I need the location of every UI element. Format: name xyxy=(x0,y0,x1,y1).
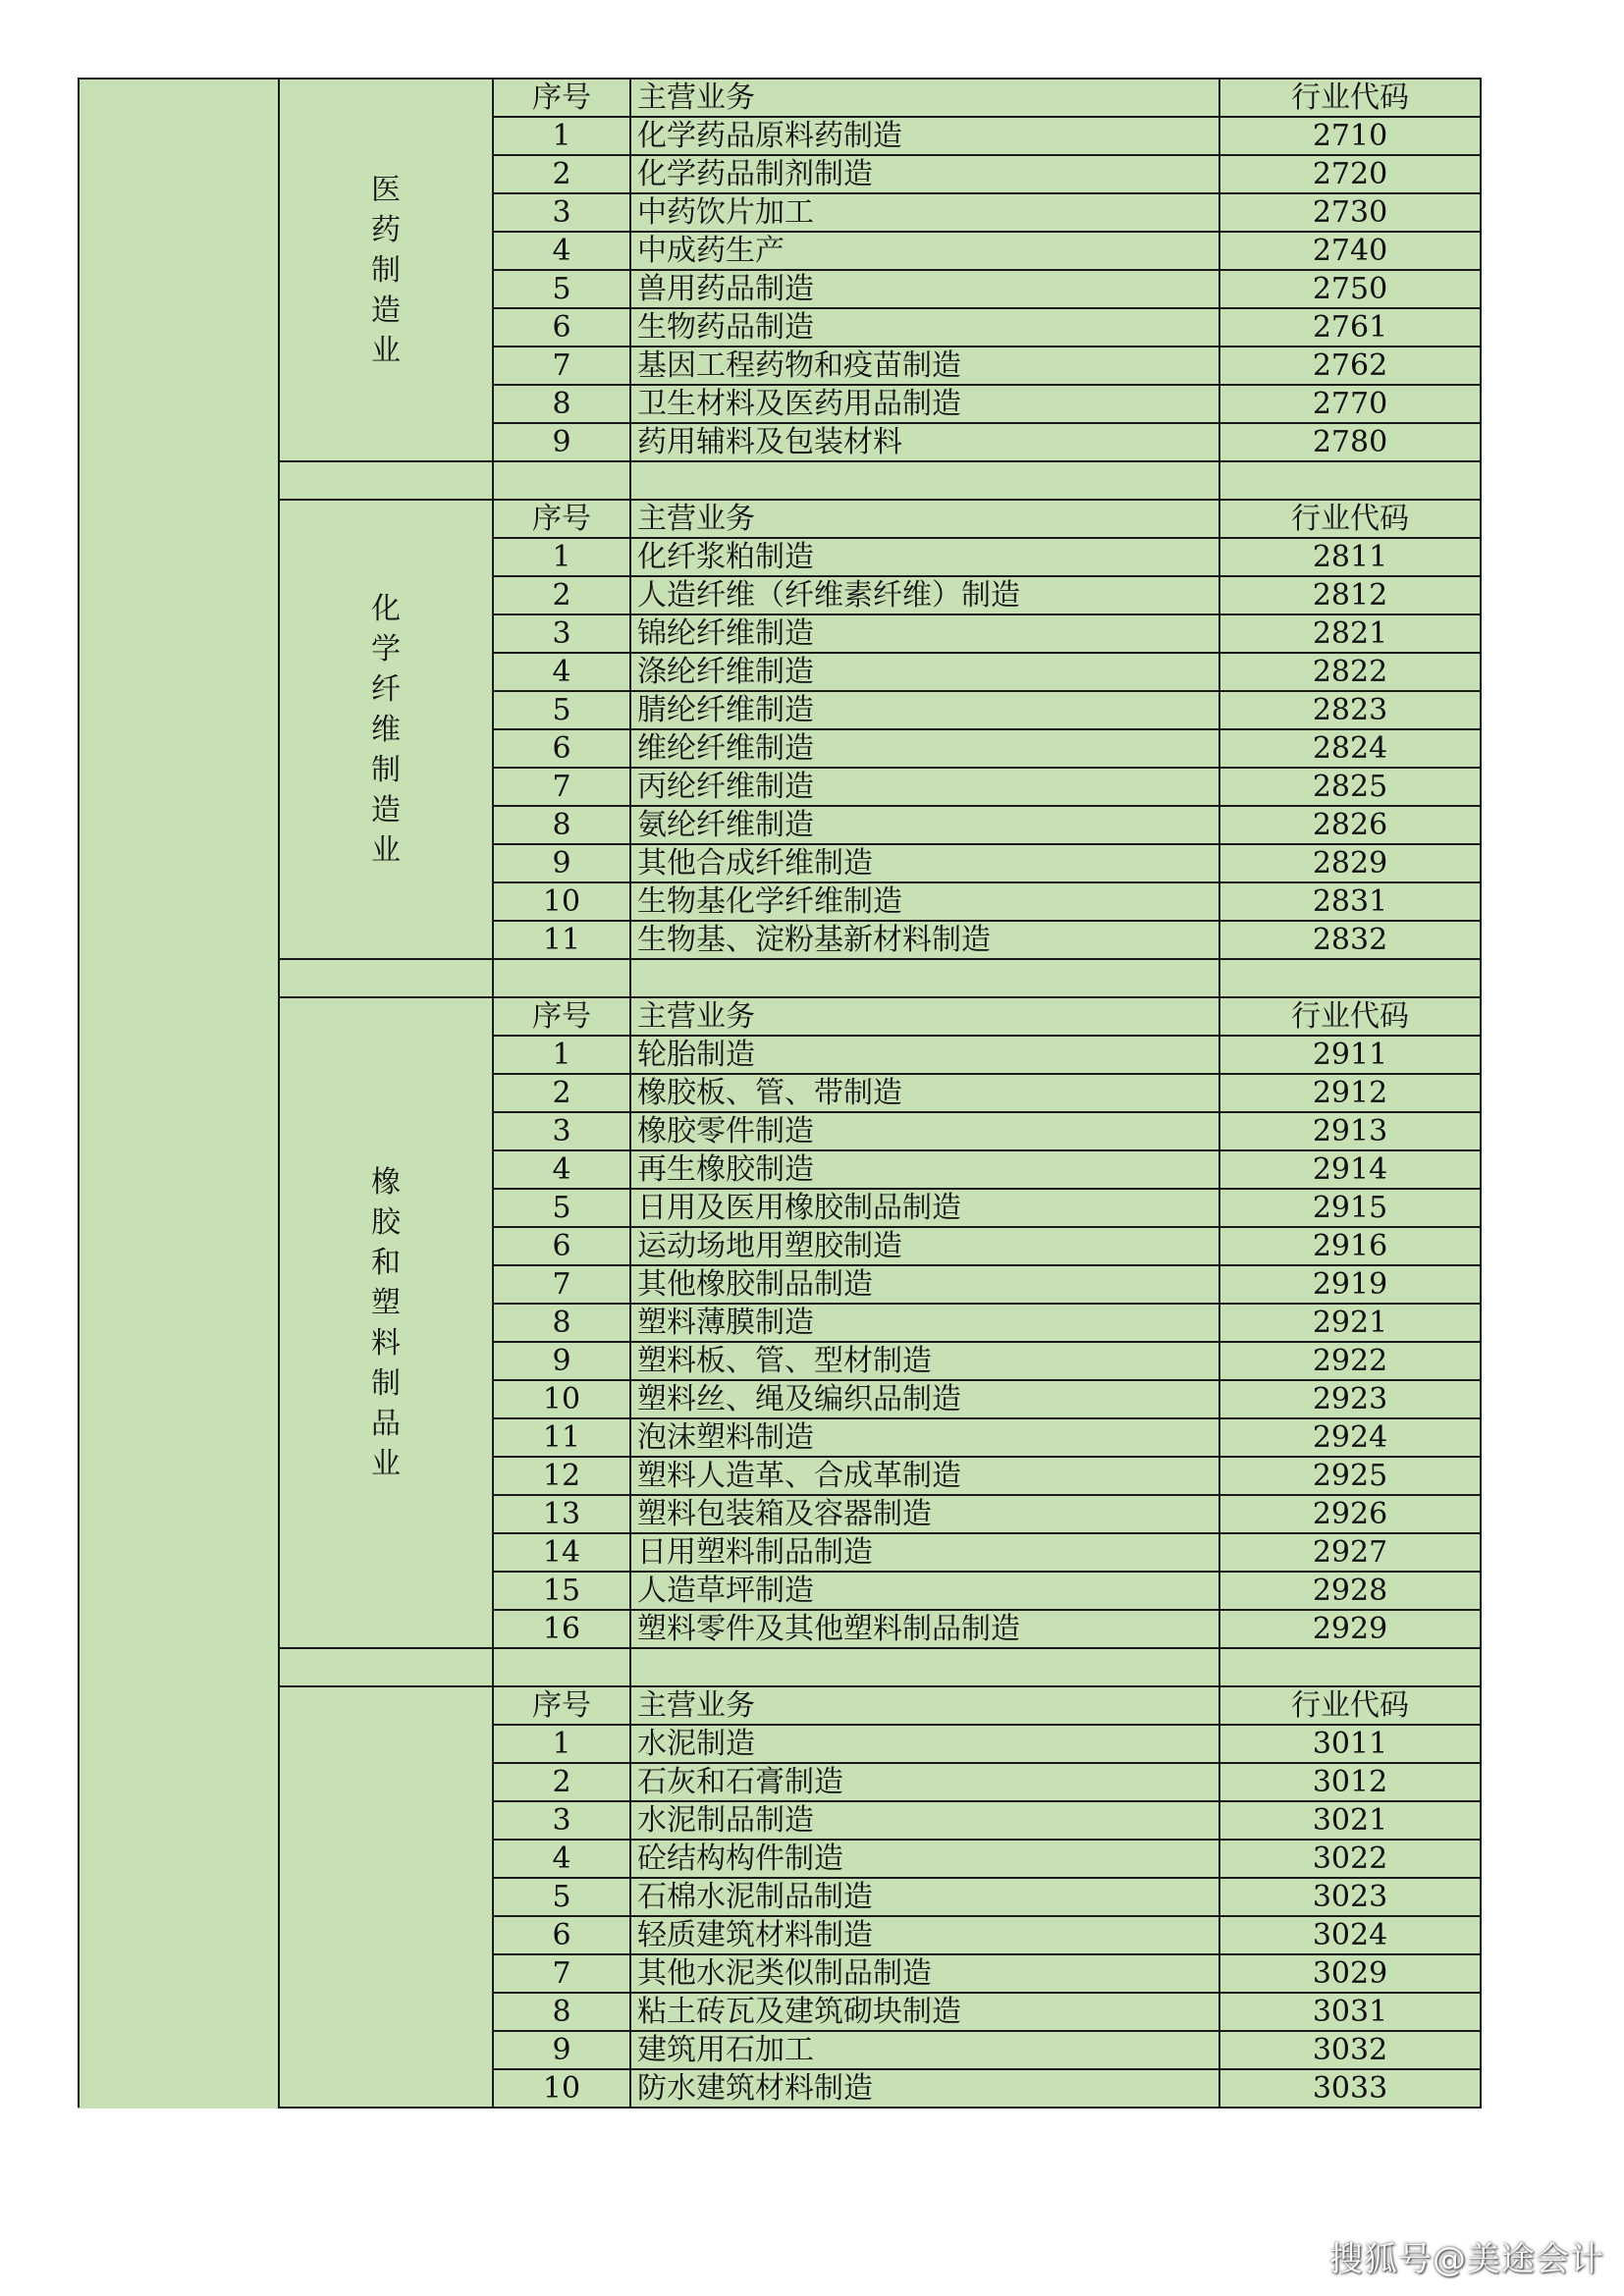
row-num: 3 xyxy=(493,614,630,653)
row-industry-code: 2921 xyxy=(1219,1304,1481,1342)
row-num: 1 xyxy=(493,538,630,576)
row-business: 生物药品制造 xyxy=(630,308,1219,347)
row-num: 8 xyxy=(493,806,630,844)
spacer-cell xyxy=(630,461,1219,500)
header-code: 行业代码 xyxy=(1219,1686,1481,1725)
row-business: 中药饮片加工 xyxy=(630,193,1219,232)
row-business: 石棉水泥制品制造 xyxy=(630,1878,1219,1916)
row-industry-code: 2911 xyxy=(1219,1036,1481,1074)
row-business: 粘土砖瓦及建筑砌块制造 xyxy=(630,1993,1219,2031)
row-num: 14 xyxy=(493,1533,630,1572)
row-business: 氨纶纤维制造 xyxy=(630,806,1219,844)
row-industry-code: 2925 xyxy=(1219,1457,1481,1495)
header-code: 行业代码 xyxy=(1219,79,1481,117)
row-industry-code: 3032 xyxy=(1219,2031,1481,2069)
spacer-cell xyxy=(630,1648,1219,1686)
industry-code-table xyxy=(78,78,1482,2109)
row-business: 轻质建筑材料制造 xyxy=(630,1916,1219,1954)
row-business: 兽用药品制造 xyxy=(630,270,1219,308)
row-num: 6 xyxy=(493,729,630,768)
row-num: 8 xyxy=(493,385,630,423)
spacer-cell xyxy=(1219,1648,1481,1686)
header-name: 主营业务 xyxy=(630,1686,1219,1725)
row-num: 9 xyxy=(493,423,630,461)
watermark: 搜狐号@美途会计 xyxy=(1329,2240,1604,2279)
row-business: 丙纶纤维制造 xyxy=(630,768,1219,806)
spacer-row xyxy=(79,1648,1481,1686)
header-num: 序号 xyxy=(493,997,630,1036)
row-business: 基因工程药物和疫苗制造 xyxy=(630,347,1219,385)
row-num: 3 xyxy=(493,1801,630,1840)
row-business: 泡沫塑料制造 xyxy=(630,1418,1219,1457)
row-industry-code: 2730 xyxy=(1219,193,1481,232)
category-text: 医药制造业 xyxy=(371,172,401,368)
row-industry-code: 3031 xyxy=(1219,1993,1481,2031)
row-num: 9 xyxy=(493,1342,630,1380)
spacer-cell xyxy=(630,959,1219,997)
row-business: 人造纤维（纤维素纤维）制造 xyxy=(630,576,1219,614)
row-num: 13 xyxy=(493,1495,630,1533)
section-header-row xyxy=(79,500,1481,538)
row-industry-code: 3024 xyxy=(1219,1916,1481,1954)
row-industry-code: 2770 xyxy=(1219,385,1481,423)
row-industry-code: 3021 xyxy=(1219,1801,1481,1840)
row-num: 5 xyxy=(493,1878,630,1916)
row-business: 再生橡胶制造 xyxy=(630,1150,1219,1189)
row-business: 日用及医用橡胶制品制造 xyxy=(630,1189,1219,1227)
header-num: 序号 xyxy=(493,1686,630,1725)
row-num: 10 xyxy=(493,1380,630,1418)
row-num: 5 xyxy=(493,691,630,729)
header-name: 主营业务 xyxy=(630,79,1219,117)
spacer-cell xyxy=(279,959,493,997)
row-business: 塑料包装箱及容器制造 xyxy=(630,1495,1219,1533)
row-num: 1 xyxy=(493,117,630,155)
row-business: 轮胎制造 xyxy=(630,1036,1219,1074)
row-business: 橡胶板、管、带制造 xyxy=(630,1074,1219,1112)
row-business: 其他水泥类似制品制造 xyxy=(630,1954,1219,1993)
row-industry-code: 2750 xyxy=(1219,270,1481,308)
section-header-row xyxy=(79,997,1481,1036)
row-industry-code: 3033 xyxy=(1219,2069,1481,2108)
row-industry-code: 2826 xyxy=(1219,806,1481,844)
row-industry-code: 2822 xyxy=(1219,653,1481,691)
spacer-cell xyxy=(279,461,493,500)
row-industry-code: 2919 xyxy=(1219,1265,1481,1304)
row-num: 11 xyxy=(493,1418,630,1457)
row-business: 涤纶纤维制造 xyxy=(630,653,1219,691)
row-business: 生物基、淀粉基新材料制造 xyxy=(630,921,1219,959)
row-num: 7 xyxy=(493,347,630,385)
row-industry-code: 3023 xyxy=(1219,1878,1481,1916)
row-industry-code: 2821 xyxy=(1219,614,1481,653)
row-num: 5 xyxy=(493,270,630,308)
category-label xyxy=(279,500,493,959)
row-num: 1 xyxy=(493,1036,630,1074)
row-business: 运动场地用塑胶制造 xyxy=(630,1227,1219,1265)
header-num: 序号 xyxy=(493,500,630,538)
row-num: 6 xyxy=(493,308,630,347)
row-industry-code: 2915 xyxy=(1219,1189,1481,1227)
row-business: 维纶纤维制造 xyxy=(630,729,1219,768)
category-text: 橡胶和塑料制品业 xyxy=(371,1164,401,1481)
header-name: 主营业务 xyxy=(630,500,1219,538)
row-industry-code: 2927 xyxy=(1219,1533,1481,1572)
spacer-cell xyxy=(493,1648,630,1686)
row-industry-code: 2929 xyxy=(1219,1610,1481,1648)
row-num: 9 xyxy=(493,844,630,882)
row-num: 7 xyxy=(493,1265,630,1304)
row-business: 石灰和石膏制造 xyxy=(630,1763,1219,1801)
row-num: 6 xyxy=(493,1916,630,1954)
row-business: 锦纶纤维制造 xyxy=(630,614,1219,653)
row-num: 6 xyxy=(493,1227,630,1265)
row-num: 4 xyxy=(493,232,630,270)
spacer-cell xyxy=(1219,959,1481,997)
row-industry-code: 2928 xyxy=(1219,1572,1481,1610)
row-num: 2 xyxy=(493,576,630,614)
row-industry-code: 2823 xyxy=(1219,691,1481,729)
row-industry-code: 2710 xyxy=(1219,117,1481,155)
row-business: 化学药品制剂制造 xyxy=(630,155,1219,193)
row-business: 塑料人造革、合成革制造 xyxy=(630,1457,1219,1495)
row-num: 4 xyxy=(493,653,630,691)
spacer-cell xyxy=(279,1648,493,1686)
row-business: 化学药品原料药制造 xyxy=(630,117,1219,155)
spacer-row xyxy=(79,461,1481,500)
row-industry-code: 2812 xyxy=(1219,576,1481,614)
row-num: 2 xyxy=(493,155,630,193)
row-business: 药用辅料及包装材料 xyxy=(630,423,1219,461)
row-business: 砼结构构件制造 xyxy=(630,1840,1219,1878)
row-industry-code: 2924 xyxy=(1219,1418,1481,1457)
row-num: 2 xyxy=(493,1763,630,1801)
spacer-cell xyxy=(1219,461,1481,500)
row-num: 12 xyxy=(493,1457,630,1495)
row-industry-code: 2762 xyxy=(1219,347,1481,385)
row-num: 9 xyxy=(493,2031,630,2069)
row-num: 3 xyxy=(493,193,630,232)
row-industry-code: 2720 xyxy=(1219,155,1481,193)
row-num: 7 xyxy=(493,768,630,806)
row-num: 4 xyxy=(493,1150,630,1189)
row-business: 塑料板、管、型材制造 xyxy=(630,1342,1219,1380)
section-header-row xyxy=(79,1686,1481,1725)
row-business: 其他橡胶制品制造 xyxy=(630,1265,1219,1304)
row-business: 中成药生产 xyxy=(630,232,1219,270)
row-industry-code: 2912 xyxy=(1219,1074,1481,1112)
row-industry-code: 2831 xyxy=(1219,882,1481,921)
row-industry-code: 3012 xyxy=(1219,1763,1481,1801)
row-num: 15 xyxy=(493,1572,630,1610)
row-num: 11 xyxy=(493,921,630,959)
row-business: 日用塑料制品制造 xyxy=(630,1533,1219,1572)
section-header-row xyxy=(79,79,1481,117)
row-num: 10 xyxy=(493,882,630,921)
row-business: 塑料零件及其他塑料制品制造 xyxy=(630,1610,1219,1648)
row-num: 1 xyxy=(493,1725,630,1763)
row-num: 16 xyxy=(493,1610,630,1648)
category-label xyxy=(279,1686,493,2108)
row-num: 5 xyxy=(493,1189,630,1227)
spacer-cell xyxy=(493,959,630,997)
row-business: 建筑用石加工 xyxy=(630,2031,1219,2069)
row-business: 塑料丝、绳及编织品制造 xyxy=(630,1380,1219,1418)
row-business: 人造草坪制造 xyxy=(630,1572,1219,1610)
row-industry-code: 2761 xyxy=(1219,308,1481,347)
row-business: 卫生材料及医药用品制造 xyxy=(630,385,1219,423)
row-industry-code: 2922 xyxy=(1219,1342,1481,1380)
row-business: 塑料薄膜制造 xyxy=(630,1304,1219,1342)
row-industry-code: 2832 xyxy=(1219,921,1481,959)
row-industry-code: 2829 xyxy=(1219,844,1481,882)
row-business: 化纤浆粕制造 xyxy=(630,538,1219,576)
row-num: 8 xyxy=(493,1304,630,1342)
row-industry-code: 2914 xyxy=(1219,1150,1481,1189)
row-industry-code: 3022 xyxy=(1219,1840,1481,1878)
header-code: 行业代码 xyxy=(1219,997,1481,1036)
row-business: 腈纶纤维制造 xyxy=(630,691,1219,729)
header-num: 序号 xyxy=(493,79,630,117)
row-num: 8 xyxy=(493,1993,630,2031)
header-name: 主营业务 xyxy=(630,997,1219,1036)
category-label xyxy=(279,79,493,461)
row-industry-code: 2923 xyxy=(1219,1380,1481,1418)
category-label xyxy=(279,997,493,1648)
spacer-row xyxy=(79,959,1481,997)
category-text: 化学纤维制造业 xyxy=(371,591,401,868)
row-business: 橡胶零件制造 xyxy=(630,1112,1219,1150)
row-num: 10 xyxy=(493,2069,630,2108)
row-industry-code: 2780 xyxy=(1219,423,1481,461)
row-industry-code: 2916 xyxy=(1219,1227,1481,1265)
row-industry-code: 2926 xyxy=(1219,1495,1481,1533)
row-business: 水泥制造 xyxy=(630,1725,1219,1763)
row-num: 3 xyxy=(493,1112,630,1150)
row-num: 7 xyxy=(493,1954,630,1993)
row-industry-code: 2811 xyxy=(1219,538,1481,576)
row-industry-code: 2913 xyxy=(1219,1112,1481,1150)
row-industry-code: 2824 xyxy=(1219,729,1481,768)
row-business: 水泥制品制造 xyxy=(630,1801,1219,1840)
header-code: 行业代码 xyxy=(1219,500,1481,538)
row-num: 4 xyxy=(493,1840,630,1878)
row-business: 防水建筑材料制造 xyxy=(630,2069,1219,2108)
row-industry-code: 3029 xyxy=(1219,1954,1481,1993)
row-industry-code: 2825 xyxy=(1219,768,1481,806)
row-business: 生物基化学纤维制造 xyxy=(630,882,1219,921)
spacer-cell xyxy=(493,461,630,500)
row-industry-code: 3011 xyxy=(1219,1725,1481,1763)
row-num: 2 xyxy=(493,1074,630,1112)
row-business: 其他合成纤维制造 xyxy=(630,844,1219,882)
row-industry-code: 2740 xyxy=(1219,232,1481,270)
outer-column xyxy=(79,79,279,2108)
